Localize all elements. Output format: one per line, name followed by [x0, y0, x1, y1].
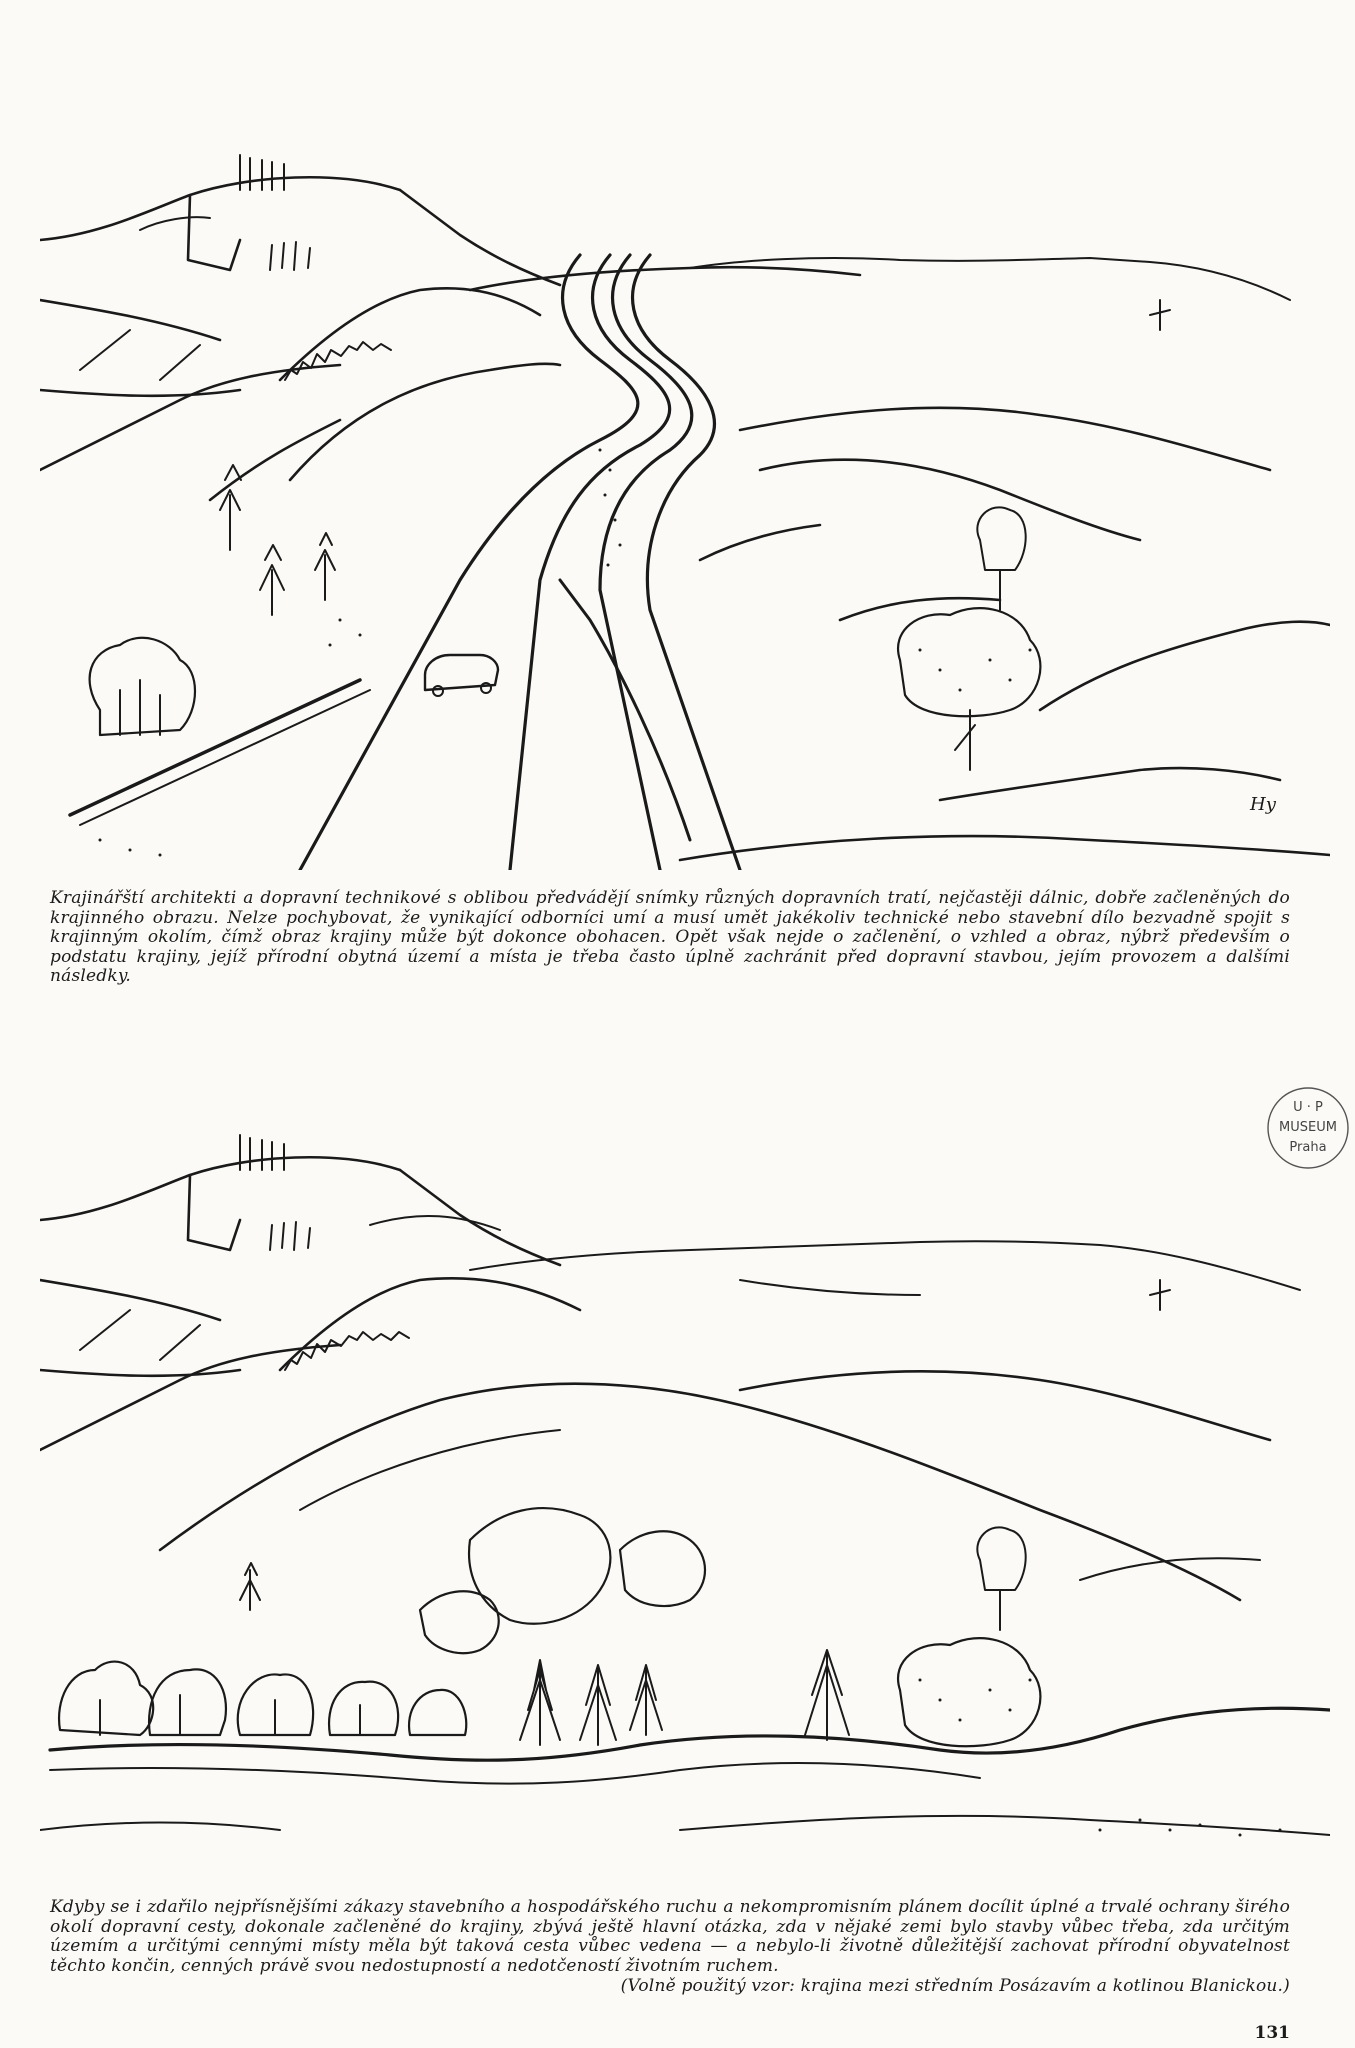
caption-bottom-text: Kdyby se i zdařilo nejpřísnějšími zákazy stavebního a hospodářského ruchu a nekompromisním plánem docílit úplné a trvalé ochrany širého okolí dopravní cesty, dokonale začleněné do krajiny, zbývá ještě hlavní otázka, zda v nějaké zemi bylo stavby vůbec třeba, zda určitým územím a určitými cennými místy měla být taková cesta vůbec vedena — a nebylo-li životně důležitější zachovat přírodní obyvatelnost těchto končin, cenných právě svou nedostupností a nedotčeností životním ruchem. — [50, 1897, 1290, 1976]
caption-top-text: Krajinářští architekti a dopravní technikové s oblibou předvádějí snímky různých dopravních tratí, nejčastěji dálnic, dobře začleněných do krajinného obrazu. Nelze pochybovat, že vynikající odborníci umí a musí umět jakékoliv technické nebo stavební dílo bezvadně spojit s krajinným okolím, čímž obraz krajiny může být dokonce obohacen. Opět však nejde o začlenění, o vzhled a obraz, nýbrž především o podstatu krajiny, jejíž přírodní obytná území a místa je třeba často úplně zachránit před dopravní stavbou, jejím provozem a dalšími následky. — [50, 888, 1290, 986]
stamp-line-1: U · P — [1293, 1100, 1323, 1115]
caption-source: (Volně použitý vzor: krajina mezi středním Posázavím a kotlinou Blanickou.) — [620, 1976, 1290, 1996]
highway-landscape-illustration — [40, 150, 1330, 870]
caption-bottom — [50, 1898, 1290, 1997]
caption-top — [50, 889, 1290, 987]
artist-signature: Hy — [1250, 794, 1276, 815]
natural-landscape-illustration — [40, 1130, 1330, 1890]
stamp-line-2: MUSEUM — [1279, 1120, 1337, 1135]
page-number: 131 — [1254, 2023, 1290, 2043]
stamp-line-3: Praha — [1289, 1140, 1327, 1155]
